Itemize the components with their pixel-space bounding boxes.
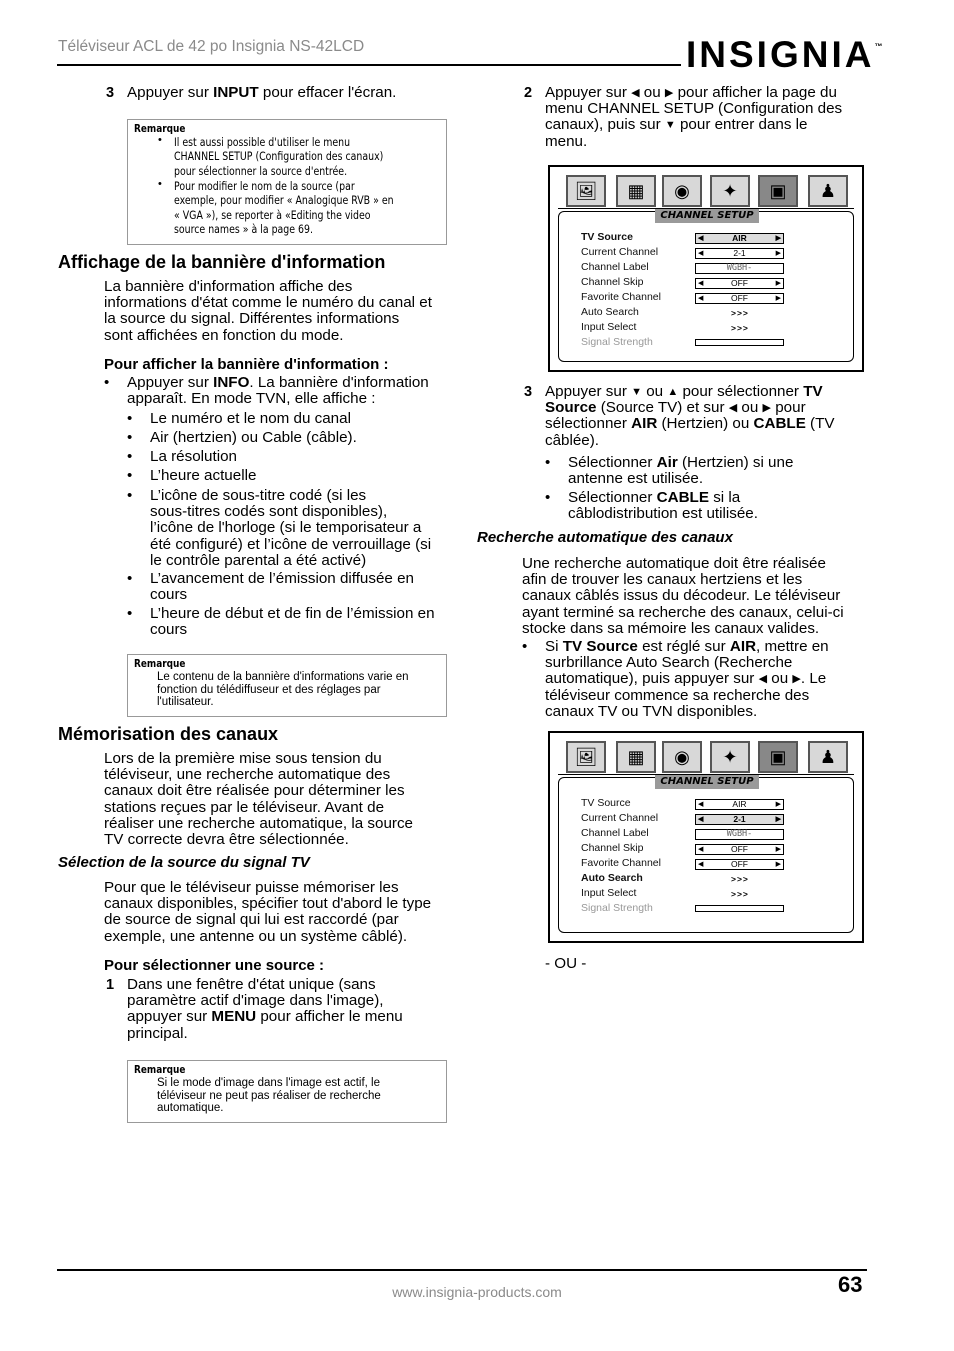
subheading: Pour sélectionner une source :	[104, 957, 325, 974]
menu-value-channel-label: WGBH-	[695, 829, 784, 840]
left-arrow-icon: ◀	[631, 87, 640, 99]
lock-icon: ♟	[808, 741, 848, 773]
bullet: •	[127, 429, 133, 446]
header-title: Téléviseur ACL de 42 po Insignia NS-42LCD	[58, 38, 365, 55]
signal-strength-bar	[695, 905, 784, 912]
logo-tm: ™	[874, 42, 883, 51]
down-arrow-icon: ▼	[664, 119, 676, 132]
list-item: La résolution	[150, 448, 237, 465]
note-bullet: •	[158, 134, 162, 146]
logo-text: INSIGNIA	[686, 34, 875, 75]
menu-row-tv-source: TV Source	[581, 231, 633, 243]
note-item: Il est aussi possible d'utiliser le menu CHANNEL SETUP (Configuration des canaux) pour sélectionner la source d'entrée.	[174, 136, 384, 178]
bullet: •	[127, 467, 133, 484]
menu-value-tv-source: ◀ AIR ▶	[695, 233, 784, 244]
step3-text: Appuyer sur ▼ ou ▲ pour sélectionner TV Source (Source TV) et sur ◀ ou ▶ pour sélectionner AIR (Hertzien) ou CABLE (TV câblée).	[545, 383, 835, 449]
menu-row-auto-search: Auto Search	[581, 306, 639, 318]
menu-value-auto-search: >>>	[731, 874, 749, 884]
menu-value-auto-search: >>>	[731, 308, 749, 318]
bullet: •	[522, 638, 528, 655]
menu-value-current-channel: ◀ 2-1 ▶	[695, 814, 784, 825]
section-heading: Affichage de la bannière d'information	[58, 252, 386, 272]
menu-row-signal-strength: Signal Strength	[581, 336, 653, 348]
channel-setup-screenshot	[548, 165, 864, 372]
channel-setup-screenshot-auto-search	[548, 731, 864, 943]
left-arrow-icon: ◀	[758, 673, 768, 686]
right-arrow-icon: ▶	[792, 673, 801, 686]
menu-value-current-channel: ◀ 2-1 ▶	[695, 248, 784, 259]
menu-row-input-select: Input Select	[581, 887, 637, 899]
menu-row-channel-skip: Channel Skip	[581, 842, 644, 854]
menu-body	[558, 777, 854, 933]
speaker-icon: ◉	[662, 175, 702, 207]
menu-value-channel-skip: ◀ OFF ▶	[695, 844, 784, 855]
step2-text: Appuyer sur ◀ ou ▶ pour afficher la page du menu CHANNEL SETUP (Configuration des canaux), puis sur ▼ pour entrer dans le menu.	[545, 84, 843, 150]
bullet: •	[127, 410, 133, 427]
right-arrow-icon: ▶	[664, 87, 674, 99]
subsection-heading: Sélection de la source du signal TV	[58, 854, 310, 871]
menu-banner: CHANNEL SETUP	[655, 775, 759, 789]
menu-row-channel-label: Channel Label	[581, 261, 649, 273]
channel-icon: ▣	[758, 741, 798, 773]
note-title: Remarque	[134, 123, 186, 135]
list-item: Le numéro et le nom du canal	[150, 410, 351, 427]
bullet: •	[104, 374, 110, 391]
grid-icon: ▦	[616, 741, 656, 773]
subsection-heading: Recherche automatique des canaux	[477, 529, 733, 546]
note-text: Si le mode d'image dans l'image est actif, le téléviseur ne peut pas réaliser de recherche automatique.	[157, 1077, 381, 1114]
bullet: •	[127, 605, 133, 622]
picture-icon: 🖼	[566, 741, 606, 773]
grid-icon: ▦	[616, 175, 656, 207]
lock-icon: ♟	[808, 175, 848, 207]
info-bullet: Appuyer sur INFO. La bannière d'information apparaît. En mode TVN, elle affiche :	[127, 374, 429, 408]
menu-value-tv-source: ◀ AIR ▶	[695, 799, 784, 810]
channel-icon: ▣	[758, 175, 798, 207]
menu-row-channel-label: Channel Label	[581, 827, 649, 839]
menu-row-signal-strength: Signal Strength	[581, 902, 653, 914]
step3-text: Appuyer sur INPUT pour effacer l'écran.	[127, 84, 397, 101]
menu-row-favorite-channel: Favorite Channel	[581, 857, 661, 869]
note-box	[127, 119, 447, 245]
ou-text: - OU -	[545, 955, 587, 972]
menu-row-channel-skip: Channel Skip	[581, 276, 644, 288]
bullet: •	[545, 454, 551, 471]
subheading: Pour afficher la bannière d'information :	[104, 356, 389, 373]
menu-value-favorite-channel: ◀ OFF ▶	[695, 859, 784, 870]
auto-search-bullet: Si TV Source est réglé sur AIR, mettre en surbrillance Auto Search (Recherche automatique), puis appuyer sur ◀ ou ▶. Le téléviseur commence sa recherche des canaux TV ou TVN disponibles.	[545, 638, 829, 720]
paragraph: Lors de la première mise sous tension du téléviseur, une recherche automatique des canaux doit être réalisée pour déterminer les stations reçues par le téléviseur. Avant de réaliser une recherche automatique, la source TV correcte devra être sélectionnée.	[104, 750, 413, 849]
page-number: 63	[838, 1272, 863, 1297]
menu-icon-bar	[558, 739, 854, 775]
menu-value-channel-skip: ◀ OFF ▶	[695, 278, 784, 289]
list-item: L’icône de sous-titre codé (si les sous-titres codés sont disponibles), l’icône de l'horloge (si le temporisateur a été configuré) et l’icône de verrouillage (si le contrôle parental a été activé)	[150, 487, 432, 569]
step-number: 3	[106, 85, 115, 101]
up-arrow-icon: ▲	[667, 386, 679, 398]
header-rule	[57, 64, 681, 66]
down-arrow-icon: ▼	[631, 386, 642, 398]
note-bullet: •	[158, 178, 162, 190]
footer-url: www.insignia-products.com	[392, 1284, 562, 1300]
menu-row-tv-source: TV Source	[581, 797, 631, 809]
list-item: L’heure de début et de fin de l’émission en cours	[150, 605, 435, 639]
menu-row-input-select: Input Select	[581, 321, 637, 333]
menu-value-channel-label: WGBH-	[695, 263, 784, 274]
footer-rule	[57, 1269, 867, 1271]
note-title: Remarque	[134, 658, 186, 670]
tools-icon: ✦	[710, 175, 750, 207]
signal-strength-bar	[695, 339, 784, 346]
menu-banner: CHANNEL SETUP	[655, 209, 759, 223]
menu-row-current-channel: Current Channel	[581, 812, 659, 824]
paragraph: La bannière d'information affiche des informations d'état comme le numéro du canal et la source du signal. Différentes informations sont affichées en fonction du mode.	[104, 278, 432, 344]
list-item: L’avancement de l’émission diffusée en cours	[150, 570, 414, 604]
note-text: Le contenu de la bannière d'informations varie en fonction du télédiffuseur et des réglages par l'utilisateur.	[157, 671, 409, 708]
list-item: Sélectionner Air (Hertzien) si une antenne est utilisée.	[568, 454, 794, 488]
note-item: Pour modifier le nom de la source (par exemple, pour modifier « Analogique RVB » en « VGA »), se reporter à «Editing the video source names » à la page 69.	[174, 180, 394, 236]
list-item: Air (hertzien) ou Cable (câble).	[150, 429, 357, 446]
list-item: Sélectionner CABLE si la câblodistribution est utilisée.	[568, 489, 758, 523]
step-number: 1	[106, 977, 115, 993]
speaker-icon: ◉	[662, 741, 702, 773]
left-arrow-icon: ◀	[728, 402, 738, 415]
menu-value-input-select: >>>	[731, 323, 749, 333]
paragraph: Une recherche automatique doit être réalisée afin de trouver les canaux hertziens et les canaux câblés issus du décodeur. Le téléviseur ayant terminé sa recherche des canaux, celui-ci stocke dans sa mémoire les canaux valides.	[522, 555, 844, 637]
tools-icon: ✦	[710, 741, 750, 773]
bullet: •	[127, 448, 133, 465]
picture-icon: 🖼	[566, 175, 606, 207]
note-box	[127, 654, 447, 717]
section-heading: Mémorisation des canaux	[58, 724, 279, 744]
menu-row-auto-search: Auto Search	[581, 872, 643, 884]
insignia-logo	[686, 34, 882, 76]
menu-row-favorite-channel: Favorite Channel	[581, 291, 661, 303]
step-number: 2	[524, 85, 533, 101]
bullet: •	[127, 570, 133, 587]
menu-row-current-channel: Current Channel	[581, 246, 659, 258]
list-item: L’heure actuelle	[150, 467, 257, 484]
note-box	[127, 1060, 447, 1123]
step1-text: Dans une fenêtre d'état unique (sans paramètre actif d'image dans l'image), appuyer sur MENU pour afficher le menu principal.	[127, 976, 403, 1042]
bullet: •	[127, 487, 133, 504]
menu-value-favorite-channel: ◀ OFF ▶	[695, 293, 784, 304]
menu-value-input-select: >>>	[731, 889, 749, 899]
bullet: •	[545, 489, 551, 506]
right-arrow-icon: ▶	[762, 402, 772, 415]
paragraph: Pour que le téléviseur puisse mémoriser les canaux disponibles, spécifier tout d'abord le type de source de signal qui lui est raccordé (par exemple, une antenne ou un système câblé).	[104, 879, 432, 945]
menu-icon-bar	[558, 173, 854, 209]
step-number: 3	[524, 384, 533, 400]
menu-body	[558, 211, 854, 362]
note-title: Remarque	[134, 1064, 186, 1076]
